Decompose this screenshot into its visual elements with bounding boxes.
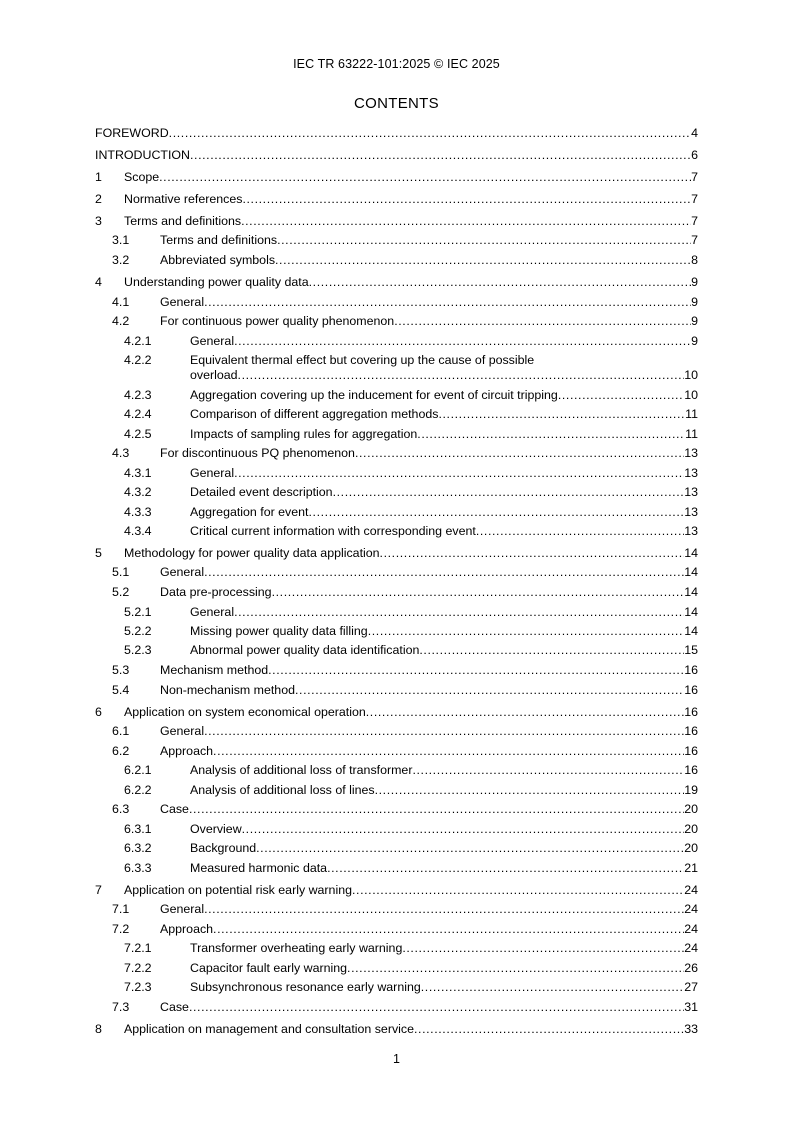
toc-entry-number: 4 [95, 274, 102, 289]
dot-leader [327, 861, 684, 877]
toc-entry-number: 4.2.5 [124, 426, 152, 441]
toc-entry-page: 26 [684, 960, 698, 975]
toc-entry-number: 3 [95, 213, 102, 228]
toc-entry-title: Background [190, 841, 257, 856]
toc-entry[interactable] [95, 922, 698, 938]
dot-leader [380, 546, 685, 562]
toc-entry-page: 13 [684, 485, 698, 500]
toc-entry-number: 4.2.4 [124, 407, 152, 422]
toc-entry[interactable] [95, 275, 698, 291]
toc-entry-title: Subsynchronous resonance early warning [190, 980, 421, 995]
toc-entry-title: Application on system economical operation [124, 704, 366, 719]
toc-entry-page: 8 [691, 252, 698, 267]
toc-entry-title: Equivalent thermal effect but covering up the cause of possible [190, 352, 535, 367]
toc-entry-title: Application on potential risk early warning [124, 882, 352, 897]
toc-entry-title-continued: overload [190, 368, 238, 383]
toc-entry-title: Approach [160, 921, 214, 936]
toc-entry[interactable] [95, 295, 698, 311]
toc-entry[interactable] [95, 705, 698, 721]
toc-entry-number: 4.2 [112, 314, 130, 329]
toc-entry[interactable] [95, 334, 698, 350]
toc-entry-number: 7.2.3 [124, 980, 152, 995]
dot-leader [190, 148, 691, 164]
toc-entry[interactable] [95, 253, 698, 269]
dot-leader [234, 334, 691, 350]
toc-entry-title: Detailed event description [190, 485, 333, 500]
toc-entry-title: Impacts of sampling rules for aggregation [190, 426, 418, 441]
toc-entry-page: 14 [684, 623, 698, 638]
dot-leader [238, 368, 685, 384]
toc-entry[interactable] [95, 388, 698, 404]
toc-entry[interactable] [95, 466, 698, 482]
dot-leader [241, 214, 691, 230]
toc-entry-page: 16 [684, 704, 698, 719]
dot-leader [189, 802, 684, 818]
toc-entry-title: Measured harmonic data [190, 860, 328, 875]
toc-entry-page: 27 [684, 980, 698, 995]
toc-entry-title: Understanding power quality data [124, 274, 309, 289]
toc-entry-number: 4.3.4 [124, 523, 152, 538]
toc-entry[interactable] [95, 505, 698, 521]
dot-leader [204, 295, 691, 311]
dot-leader [234, 466, 684, 482]
dot-leader [242, 822, 685, 838]
toc-entry-title: Critical current information with corresponding event [190, 523, 476, 538]
toc-entry-number: 7.2.1 [124, 941, 152, 956]
toc-entry-number: 5.2.1 [124, 604, 152, 619]
dot-leader [419, 643, 684, 659]
toc-entry[interactable] [95, 524, 698, 540]
toc-entry[interactable] [95, 663, 698, 679]
dot-leader [417, 427, 685, 443]
toc-entry-page: 13 [684, 446, 698, 461]
toc-entry-page: 9 [691, 314, 698, 329]
toc-entry[interactable] [95, 605, 698, 621]
toc-entry-number: 5.3 [112, 663, 130, 678]
toc-entry-title: Aggregation for event [190, 504, 309, 519]
toc-entry-page: 14 [684, 604, 698, 619]
toc-entry-title: General [190, 465, 235, 480]
toc-entry[interactable] [95, 485, 698, 501]
toc-entry-number: 4.3 [112, 446, 130, 461]
toc-entry-number: 4.2.2 [124, 352, 152, 367]
toc-entry-page: 14 [684, 565, 698, 580]
toc-entry-page: 11 [685, 426, 698, 441]
dot-leader [295, 683, 684, 699]
toc-entry-number: 6.1 [112, 724, 130, 739]
toc-entry-title: Analysis of additional loss of lines [190, 782, 375, 797]
toc-entry-page: 24 [684, 902, 698, 917]
toc-entry-title: General [160, 294, 205, 309]
toc-entry-number: 6.3.2 [124, 841, 152, 856]
dot-leader [159, 170, 691, 186]
dot-leader [277, 233, 691, 249]
toc-entry[interactable] [95, 822, 698, 838]
toc-entry[interactable] [95, 1022, 698, 1038]
toc-entry[interactable] [95, 902, 698, 918]
toc-entry[interactable] [95, 585, 698, 601]
toc-entry-number: 3.2 [112, 252, 130, 267]
toc-entry-number: 4.1 [112, 294, 130, 309]
toc-entry-title: Terms and definitions [160, 233, 278, 248]
toc-entry-title: Scope [124, 169, 160, 184]
toc-entry[interactable] [95, 763, 698, 779]
toc-entry-title: For discontinuous PQ phenomenon [160, 446, 355, 461]
dot-leader [275, 253, 691, 269]
toc-entry[interactable] [95, 883, 698, 899]
toc-entry-title: Capacitor fault early warning [190, 960, 348, 975]
toc-entry-page: 16 [684, 743, 698, 758]
toc-entry-number: 6.3.3 [124, 860, 152, 875]
dot-leader [355, 446, 684, 462]
toc-entry-number: 5.4 [112, 682, 130, 697]
toc-entry-page: 13 [684, 465, 698, 480]
toc-entry-title: General [160, 565, 205, 580]
dot-leader [394, 314, 691, 330]
toc-entry[interactable] [95, 683, 698, 699]
toc-entry-page: 24 [684, 941, 698, 956]
toc-entry[interactable] [95, 643, 698, 659]
toc-entry-number: 6.3.1 [124, 821, 152, 836]
toc-entry[interactable] [95, 353, 698, 384]
toc-entry-page: 4 [691, 126, 698, 140]
dot-leader [309, 275, 691, 291]
toc-entry-page: 7 [691, 213, 698, 228]
toc-entry-page: 6 [691, 147, 698, 162]
toc-entry-number: 7.1 [112, 902, 130, 917]
toc-entry-title: Methodology for power quality data application [124, 545, 380, 560]
toc-entry-page: 7 [691, 169, 698, 184]
toc-entry-number: 5.2.3 [124, 643, 152, 658]
toc-entry-number: 5 [95, 545, 102, 560]
toc-entry-number: 4.3.1 [124, 465, 152, 480]
toc-entry-page: 9 [691, 333, 698, 348]
toc-entry-page: 9 [691, 294, 698, 309]
dot-leader [204, 565, 684, 581]
toc-entry-page: 16 [684, 763, 698, 778]
toc-entry-page: 15 [684, 643, 698, 658]
toc-entry-title: Comparison of different aggregation methods [190, 407, 439, 422]
toc-entry-number: 4.3.3 [124, 504, 152, 519]
toc-entry-page: 14 [684, 545, 698, 560]
toc-entry[interactable] [95, 126, 698, 142]
dot-leader [234, 605, 684, 621]
dot-leader [204, 902, 684, 918]
toc-entry-page: 9 [691, 274, 698, 289]
dot-leader [169, 126, 691, 142]
dot-leader [421, 980, 684, 996]
toc-entry-page: 16 [684, 724, 698, 739]
toc-entry[interactable] [95, 233, 698, 249]
toc-entry-page: 13 [684, 504, 698, 519]
toc-entry[interactable] [95, 724, 698, 740]
dot-leader [414, 1022, 684, 1038]
toc-entry-page: 10 [684, 387, 698, 402]
toc-entry-page: 19 [684, 782, 698, 797]
toc-entry-number: 6.2.2 [124, 782, 152, 797]
toc-entry[interactable] [95, 192, 698, 208]
toc-entry-title: General [160, 724, 205, 739]
toc-entry-number: 5.2.2 [124, 623, 152, 638]
toc-entry[interactable] [95, 565, 698, 581]
dot-leader [412, 763, 684, 779]
toc-entry[interactable] [95, 624, 698, 640]
dot-leader [256, 841, 684, 857]
toc-entry-title: Normative references [124, 191, 243, 206]
toc-entry[interactable] [95, 961, 698, 977]
toc-entry[interactable] [95, 841, 698, 857]
toc-entry[interactable] [95, 1000, 698, 1016]
table-of-contents [95, 126, 698, 1037]
dot-leader [558, 388, 684, 404]
toc-entry-title: Analysis of additional loss of transformer [190, 763, 413, 778]
toc-entry-page: 13 [684, 523, 698, 538]
toc-entry[interactable] [95, 980, 698, 996]
toc-entry-page: 11 [685, 407, 698, 422]
toc-entry-title: Approach [160, 743, 214, 758]
toc-entry-number: 6.2.1 [124, 763, 152, 778]
toc-entry-page: 7 [691, 233, 698, 248]
toc-entry-title: Data pre-processing [160, 585, 272, 600]
toc-entry-number: 6.2 [112, 743, 130, 758]
toc-entry-number: 4.3.2 [124, 485, 152, 500]
dot-leader [352, 883, 684, 899]
toc-entry-title: Abnormal power quality data identification [190, 643, 420, 658]
toc-entry-number: 6.3 [112, 802, 130, 817]
toc-entry-number: 7 [95, 882, 102, 897]
toc-entry-title: General [190, 604, 235, 619]
toc-entry-number: 7.3 [112, 999, 130, 1014]
toc-entry[interactable] [95, 802, 698, 818]
toc-entry[interactable] [95, 170, 698, 186]
toc-entry-page: 20 [684, 821, 698, 836]
toc-entry[interactable] [95, 148, 698, 164]
toc-entry-number: 7.2 [112, 921, 130, 936]
page-number: 1 [393, 1052, 400, 1066]
toc-entry-title: Case [160, 802, 189, 817]
toc-entry-title: Non-mechanism method [160, 682, 295, 697]
dot-leader [476, 524, 684, 540]
toc-entry[interactable] [95, 214, 698, 230]
toc-entry-page: 20 [684, 802, 698, 817]
dot-leader [204, 724, 684, 740]
dot-leader [213, 922, 684, 938]
toc-entry-number: 8 [95, 1021, 102, 1036]
toc-entry-title: INTRODUCTION [95, 147, 190, 162]
dot-leader [438, 407, 685, 423]
toc-entry-title: FOREWORD [95, 126, 169, 140]
toc-entry-title: Case [160, 999, 189, 1014]
toc-entry-number: 1 [95, 169, 102, 184]
toc-entry-title: Abbreviated symbols [160, 252, 276, 267]
toc-entry-number: 2 [95, 191, 102, 206]
toc-entry-title: Mechanism method [160, 663, 269, 678]
toc-entry-page: 31 [684, 999, 698, 1014]
dot-leader [189, 1000, 684, 1016]
toc-entry-title: General [160, 902, 205, 917]
toc-entry-number: 5.1 [112, 565, 130, 580]
page-header: IEC TR 63222-101:2025 © IEC 2025 [293, 57, 500, 71]
toc-entry-page: 7 [691, 191, 698, 206]
toc-entry[interactable] [95, 314, 698, 330]
dot-leader [347, 961, 684, 977]
toc-entry-number: 5.2 [112, 585, 130, 600]
dot-leader [375, 783, 685, 799]
toc-entry-page: 33 [684, 1021, 698, 1036]
dot-leader [402, 941, 684, 957]
toc-entry[interactable] [95, 446, 698, 462]
toc-entry-title: Missing power quality data filling [190, 623, 368, 638]
dot-leader [213, 744, 684, 760]
dot-leader [268, 663, 684, 679]
toc-entry-title: Overview [190, 821, 242, 836]
toc-entry-title: For continuous power quality phenomenon [160, 314, 395, 329]
toc-entry[interactable] [95, 861, 698, 877]
dot-leader [308, 505, 684, 521]
toc-entry-title: Application on management and consultation service [124, 1021, 414, 1036]
page-title: CONTENTS [354, 95, 439, 112]
toc-entry-page: 16 [684, 682, 698, 697]
toc-entry-title: Aggregation covering up the inducement for event of circuit tripping [190, 387, 558, 402]
dot-leader [368, 624, 685, 640]
toc-entry[interactable] [95, 427, 698, 443]
toc-entry-title: Terms and definitions [124, 213, 242, 228]
toc-entry[interactable] [95, 744, 698, 760]
toc-entry-number: 3.1 [112, 233, 130, 248]
toc-entry[interactable] [95, 783, 698, 799]
toc-entry-page: 16 [684, 663, 698, 678]
toc-entry-number: 4.2.1 [124, 333, 152, 348]
toc-entry-number: 6 [95, 704, 102, 719]
dot-leader [272, 585, 685, 601]
toc-entry-number: 4.2.3 [124, 387, 152, 402]
toc-entry-page: 21 [684, 860, 698, 875]
toc-entry-number: 7.2.2 [124, 960, 152, 975]
toc-entry-title: Transformer overheating early warning [190, 941, 403, 956]
toc-entry-page: 10 [684, 368, 698, 383]
toc-entry-page: 14 [684, 585, 698, 600]
toc-entry-page: 20 [684, 841, 698, 856]
toc-entry[interactable] [95, 407, 698, 423]
dot-leader [242, 192, 691, 208]
dot-leader [366, 705, 684, 721]
toc-entry-title: General [190, 333, 235, 348]
toc-entry[interactable] [95, 941, 698, 957]
toc-entry-page: 24 [684, 882, 698, 897]
dot-leader [333, 485, 685, 501]
toc-entry-page: 24 [684, 921, 698, 936]
toc-entry[interactable] [95, 546, 698, 562]
